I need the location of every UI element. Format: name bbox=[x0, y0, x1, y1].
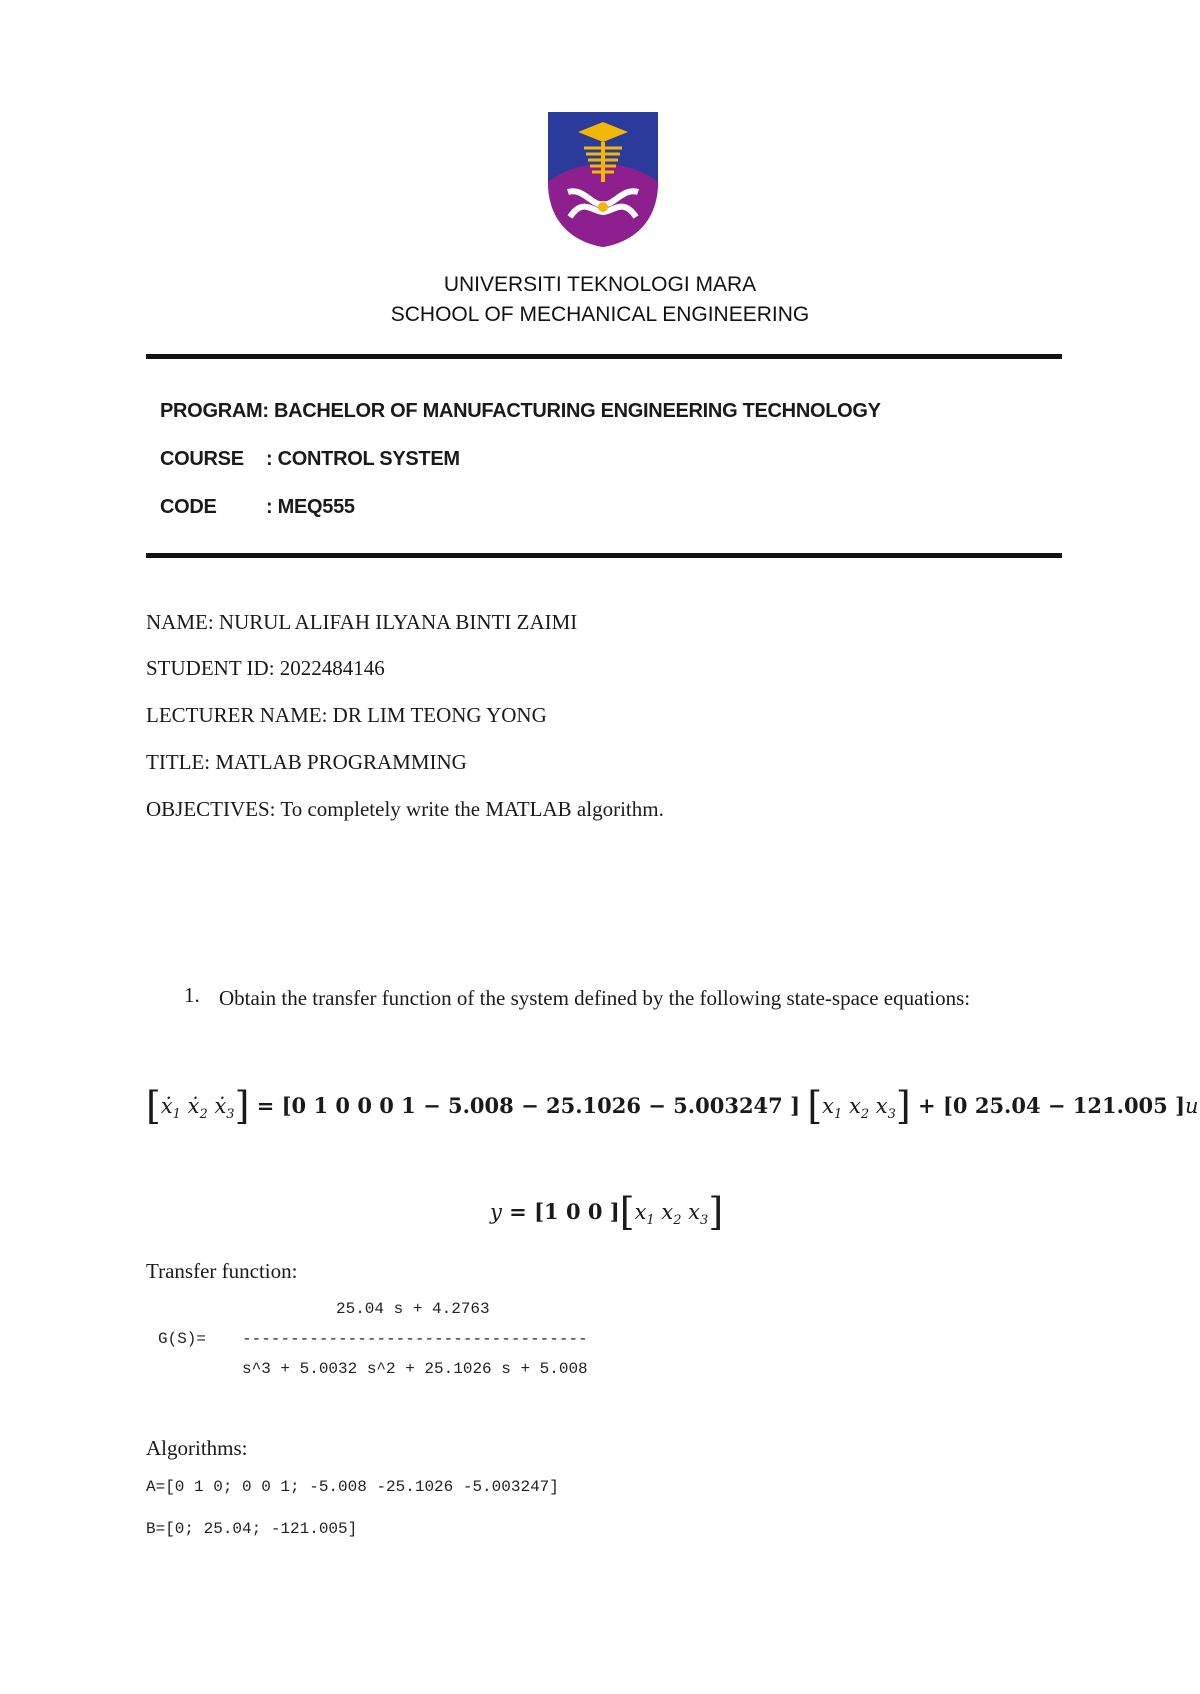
input-matrix: [0 25.04 − 121.005 ] bbox=[942, 1093, 1186, 1118]
tf-lhs: G(S)= bbox=[158, 1330, 207, 1348]
course-line bbox=[160, 448, 460, 471]
code-line-b: B=[0; 25.04; -121.005] bbox=[146, 1520, 358, 1538]
student-id: STUDENT ID: 2022484146 bbox=[146, 656, 385, 680]
program-value: BACHELOR OF MANUFACTURING ENGINEERING TECHNOLOGY bbox=[273, 400, 881, 422]
program-line bbox=[160, 400, 881, 423]
tf-denominator: s^3 + 5.0032 s^2 + 25.1026 s + 5.008 bbox=[242, 1360, 588, 1378]
question-text: Obtain the transfer function of the system defined by the following state-space equations: bbox=[219, 986, 971, 1010]
school-name: SCHOOL OF MECHANICAL ENGINEERING bbox=[390, 303, 810, 326]
question-number: 1. bbox=[184, 983, 200, 1007]
code-line bbox=[160, 496, 355, 519]
algorithms-label: Algorithms: bbox=[146, 1436, 248, 1460]
code-line-a: A=[0 1 0; 0 0 1; -5.008 -25.1026 -5.003247] bbox=[146, 1478, 559, 1496]
transfer-function-label: Transfer function: bbox=[146, 1259, 298, 1283]
output-equation: y = [1 0 0 ][$x_1$ $x_2$ $x_3$] bbox=[490, 1190, 724, 1234]
lecturer-name: LECTURER NAME: DR LIM TEONG YONG bbox=[146, 703, 547, 727]
course-label: COURSE bbox=[160, 448, 244, 470]
state-equation: [ẋ$_1$ ẋ$_2$ ẋ$_3$] = [0 1 0 0 0 1 − 5.008 − 25.1026 − 5.003247 ] [$x_1$ $x_2$ $x_3] + [0$ 25.04 − 121.005 ]u bbox=[146, 1084, 1199, 1128]
bottom-divider bbox=[146, 553, 1062, 558]
report-title: TITLE: MATLAB PROGRAMMING bbox=[146, 750, 467, 774]
top-divider bbox=[146, 354, 1062, 359]
state-matrix: [0 1 0 0 0 1 − 5.008 − 25.1026 − 5.003247 ] bbox=[281, 1093, 801, 1118]
tf-numerator: 25.04 s + 4.2763 bbox=[336, 1300, 490, 1318]
objectives: OBJECTIVES: To completely write the MATLAB algorithm. bbox=[146, 797, 664, 821]
code-value: : MEQ555 bbox=[266, 496, 355, 518]
program-label: PROGRAM: bbox=[160, 400, 269, 422]
student-name: NAME: NURUL ALIFAH ILYANA BINTI ZAIMI bbox=[146, 610, 578, 634]
university-logo bbox=[548, 112, 658, 247]
course-value: : CONTROL SYSTEM bbox=[266, 448, 460, 470]
output-matrix: [1 0 0 ] bbox=[534, 1199, 620, 1224]
code-label: CODE bbox=[160, 496, 217, 518]
university-name: UNIVERSITI TEKNOLOGI MARA bbox=[443, 273, 757, 296]
tf-fraction-bar: ------------------------------------ bbox=[242, 1330, 588, 1348]
